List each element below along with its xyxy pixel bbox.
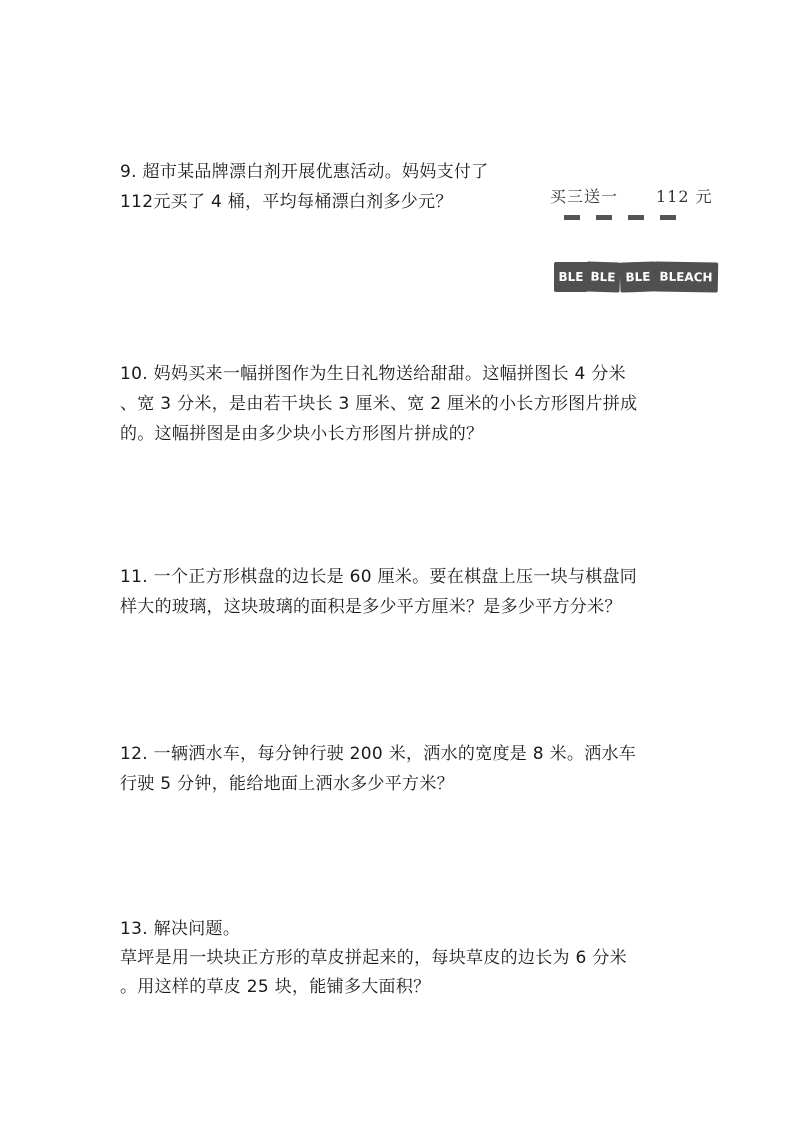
question-11-line-2: 样大的玻璃，这块玻璃的面积是多少平方厘米？是多少平方分米？: [120, 597, 622, 617]
bleach-bottle: BLE: [619, 261, 656, 292]
promo-dash: [596, 215, 612, 220]
question-12-line-2: 行驶 5 分钟，能给地面上洒水多少平方米？: [120, 774, 454, 794]
question-10-line-3: 的。这幅拼图是由多少块小长方形图片拼成的？: [120, 424, 484, 444]
question-10-line-2: 、宽 3 分米，是由若干块长 3 厘米、宽 2 厘米的小长方形图片拼成: [120, 394, 638, 414]
question-13-line-3: 。用这样的草皮 25 块，能铺多大面积？: [120, 977, 431, 997]
question-13-line-1: 13. 解决问题。: [120, 919, 241, 939]
promo-offer-text: 买三送一: [550, 187, 619, 206]
bleach-promo-image: [548, 184, 728, 304]
question-9-line-2: 112元买了 4 桶，平均每桶漂白剂多少元？: [120, 192, 453, 212]
bleach-bottle: BLE: [554, 262, 588, 292]
question-12-line-1: 12. 一辆洒水车，每分钟行驶 200 米，洒水的宽度是 8 米。洒水车: [120, 744, 637, 764]
question-10-line-1: 10. 妈妈买来一幅拼图作为生日礼物送给甜甜。这幅拼图长 4 分米: [120, 364, 626, 384]
bleach-bottle: BLE: [585, 261, 620, 292]
bleach-bottle: BLEACH: [654, 261, 719, 292]
promo-price-text: 112 元: [656, 187, 713, 206]
promo-dash: [628, 215, 644, 220]
question-13-line-2: 草坪是用一块块正方形的草皮拼起来的，每块草皮的边长为 6 分米: [120, 948, 627, 968]
promo-dash: [660, 215, 676, 220]
promo-dash: [564, 215, 580, 220]
question-9-line-1: 9. 超市某品牌漂白剂开展优惠活动。妈妈支付了: [120, 162, 489, 182]
question-11-line-1: 11. 一个正方形棋盘的边长是 60 厘米。要在棋盘上压一块与棋盘同: [120, 567, 638, 587]
